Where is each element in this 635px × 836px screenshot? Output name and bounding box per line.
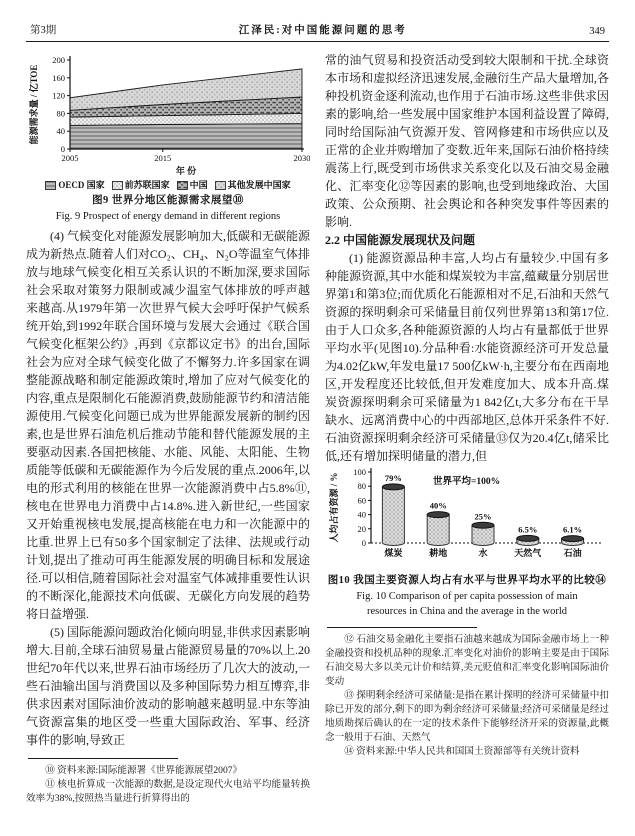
svg-text:0: 0 xyxy=(361,538,366,548)
legend-item-1 xyxy=(112,180,170,191)
svg-text:100: 100 xyxy=(353,467,366,477)
legend-label: 前苏联国家 xyxy=(124,180,170,190)
legend-label: OECD 国家 xyxy=(58,180,105,190)
section-heading-2-2: 2.2 中国能源发展现状及问题 xyxy=(325,233,476,247)
figure10-caption xyxy=(325,574,609,618)
legend-item-2 xyxy=(177,180,208,191)
figure10-bar-chart xyxy=(325,465,609,571)
figure9-caption-en: Fig. 9 Prospect of energy demand in different regions xyxy=(55,211,281,222)
two-column-body xyxy=(26,51,609,806)
figure9-caption xyxy=(26,194,310,223)
svg-text:6.1%: 6.1% xyxy=(563,524,583,535)
right-column xyxy=(325,51,609,806)
svg-text:120: 120 xyxy=(52,90,65,101)
svg-text:40: 40 xyxy=(56,126,65,137)
header-page-number: 349 xyxy=(589,26,605,37)
svg-text:2015: 2015 xyxy=(154,153,172,163)
svg-text:人均占有资源 / %: 人均占有资源 / % xyxy=(329,472,339,543)
footnote-rule-right xyxy=(327,627,477,628)
footnote-10: ⑩ 资料来源:国际能源署《世界能源展望2007》 xyxy=(45,765,243,776)
paragraph-continuation-oil-trade: 常的油气贸易和投资活动受到较大限制和干扰.全球资本市场和虚拟经济迅速发展,金融衍生产品大量增加,各种投机资金逐利流动,也作用于石油市场.这些非供求因素的影响,给一些发展中国家维护本国利益设置了障碍,同时给国际油气资源开发、管网修建和市场供应以及正常的企业并购增加了变数.近年来,国际石油价格持续震荡上行,既受到市场供求关系变化以及石油交易金融化、汇率变化⑫等因素的影响,也受到地缘政治、大国政策、公众预期、社会舆论和各种突发事件等因素的影响. xyxy=(325,53,609,229)
left-column xyxy=(26,51,310,806)
legend-swatch-icon xyxy=(215,181,226,190)
legend-swatch-icon xyxy=(45,181,56,190)
figure10-caption-en-line1: Fig. 10 Comparison of per capita possession of main xyxy=(356,591,578,602)
figure10-caption-en-line2: resources in China and the average in the world xyxy=(366,606,567,617)
svg-text:80: 80 xyxy=(357,481,366,492)
footnote-rule-left xyxy=(28,758,178,759)
footnote-12: ⑫ 石油交易金融化主要指石油越来越成为国际金融市场上一种金融投资和投机品种的现象.汇率变化对油价的影响主要是由于国际石油交易大多以美元计价和结算,美元贬值和汇率变化影响国际油价变动 xyxy=(325,634,609,687)
svg-text:煤炭: 煤炭 xyxy=(384,548,403,558)
svg-text:20: 20 xyxy=(357,523,366,534)
svg-text:60: 60 xyxy=(357,495,366,506)
svg-text:耕地: 耕地 xyxy=(429,548,448,558)
footnote-13: ⑬ 探明剩余经济可采储量:是指在累计探明的经济可采储量中扣除已开发的部分,剩下的即为剩余经济可采储量;经济可采储量是经过地质勘探后确认的在一定的技术条件下能够经济开采的资源量,此概念一般用于石油、天然气 xyxy=(325,690,609,743)
left-footnotes xyxy=(26,764,310,806)
svg-text:水: 水 xyxy=(478,548,488,558)
svg-text:天然气: 天然气 xyxy=(514,548,542,558)
figure-10 xyxy=(325,465,609,618)
legend-swatch-icon xyxy=(112,181,123,190)
paragraph-1-energy-resources: (1) 能源资源品种丰富,人均占有量较少.中国有多种能源资源,其中水能和煤炭较为丰富,蕴藏量分别居世界第1和第3位;而优质化石能源相对不足,石油和天然气资源的探明剩余可采储量目前仅列世界第13和第17位.由于人口众多,各种能源资源的人均占有量都低于世界平均水平(见图10).分品种看:水能资源经济可开发总量为4.02亿kW,年发电量17 500亿kW·h,主要分布在西南地区,开发程度还比较低,但开发难度加大、成本升高.煤炭资源探明剩余可采储量为1 842亿t,大多分布在干旱缺水、远离消费中心的中西部地区,总体开采条件不好.石油资源探明剩余经济可采储量⑬仅为20.4亿t,储采比低,还有增加探明储量的潜力,但 xyxy=(325,251,609,463)
svg-text:25%: 25% xyxy=(474,511,492,522)
figure9-stacked-area-chart xyxy=(26,51,310,179)
svg-text:石油: 石油 xyxy=(563,548,582,558)
legend-label: 其他发展中国家 xyxy=(227,180,291,190)
figure10-caption-zh: 图10 我国主要资源人均占有水平与世界平均水平的比较⑭ xyxy=(327,575,607,586)
header-article-title: 江泽民:对中国能源问题的思考 xyxy=(238,25,407,36)
svg-text:2030: 2030 xyxy=(293,153,310,163)
legend-label: 中国 xyxy=(189,180,208,190)
svg-text:世界平均=100%: 世界平均=100% xyxy=(433,477,501,488)
paragraph-4-climate-change: (4) 气候变化对能源发展影响加大,低碳和无碳能源成为新热点.随着人们对CO₂、CH₄、N₂O等温室气体排放与地球气候变化相互关系认识的不断加深,要求国际社会采取对策努力限制或减少温室气体排放的呼声越来越高.从1979年第一次世界气候大会呼吁保护气候系统开始,到1992年联合国环境与发展大会通过《联合国气候变化框架公约》,再到《京都议定书》的出台,国际社会为应对全球气候变化做了不懈努力.许多国家在调整能源战略和制定能源政策时,增加了应对气候变化的内容,重点是限制化石能源消费,鼓励能源节约和清洁能源使用.气候变化问题已成为世界能源发展新的制约因素,也是世界石油危机后推动节能和替代能源发展的主要驱动因素.各国把核能、水能、风能、太阳能、生物质能等低碳和无碳能源作为今后发展的重点.2006年,以电的形式利用的核能在世界一次能源消费中占5.8%⑪,核电在世界电力消费中占14.8%.进入新世纪,一些国家又开始重视核电发展,提高核能在电力和一次能源中的比重.世界上已有50多个国家制定了法律、法规或行动计划,提出了推动可再生能源发展的明确目标和发展途径.可以相信,随着国际社会对温室气体减排重要性认识的不断深化,能源技术向低碳、无碳化方向发展的趋势将日益增强. xyxy=(26,229,310,621)
svg-text:200: 200 xyxy=(52,55,65,65)
svg-text:40%: 40% xyxy=(429,500,447,511)
page-header xyxy=(26,22,609,42)
figure9-caption-zh: 图9 世界分地区能源需求展望⑩ xyxy=(92,195,244,206)
svg-text:2005: 2005 xyxy=(61,153,79,163)
svg-text:80: 80 xyxy=(56,108,65,119)
svg-text:年 份: 年 份 xyxy=(175,166,197,176)
svg-text:0: 0 xyxy=(60,144,65,154)
svg-text:160: 160 xyxy=(52,72,65,83)
svg-text:79%: 79% xyxy=(384,472,402,483)
footnote-11: ⑪ 核电折算成一次能源的数据,是设定现代火电站平均能量转换效率为38%,按照热当量进行折算得出的 xyxy=(26,779,310,804)
figure9-legend xyxy=(26,180,310,191)
paragraph-5-politicization: (5) 国际能源问题政治化倾向明显,非供求因素影响增大.目前,全球石油贸易量占能源贸易量的70%以上.20世纪70年代以来,世界石油市场经历了几次大的波动,一些石油输出国与消费国以及多种国际势力相互博弈,非供求因素对国际油价波动的影响越来越明显.中东等油气资源富集的地区受一些重大国际政治、军事、经济事件的影响,导致正 xyxy=(26,625,310,747)
legend-item-3 xyxy=(215,180,291,191)
legend-item-0 xyxy=(45,180,104,191)
legend-swatch-icon xyxy=(177,181,188,190)
svg-text:40: 40 xyxy=(357,509,366,520)
footnote-14: ⑭ 资料来源:中华人民共和国国土资源部等有关统计资料 xyxy=(344,746,580,757)
header-issue-number: 第3期 xyxy=(30,25,57,36)
svg-text:6.5%: 6.5% xyxy=(518,524,538,535)
figure-9 xyxy=(26,51,310,223)
svg-text:能源需求量 / 亿TOE: 能源需求量 / 亿TOE xyxy=(29,64,39,145)
right-footnotes xyxy=(325,633,609,759)
